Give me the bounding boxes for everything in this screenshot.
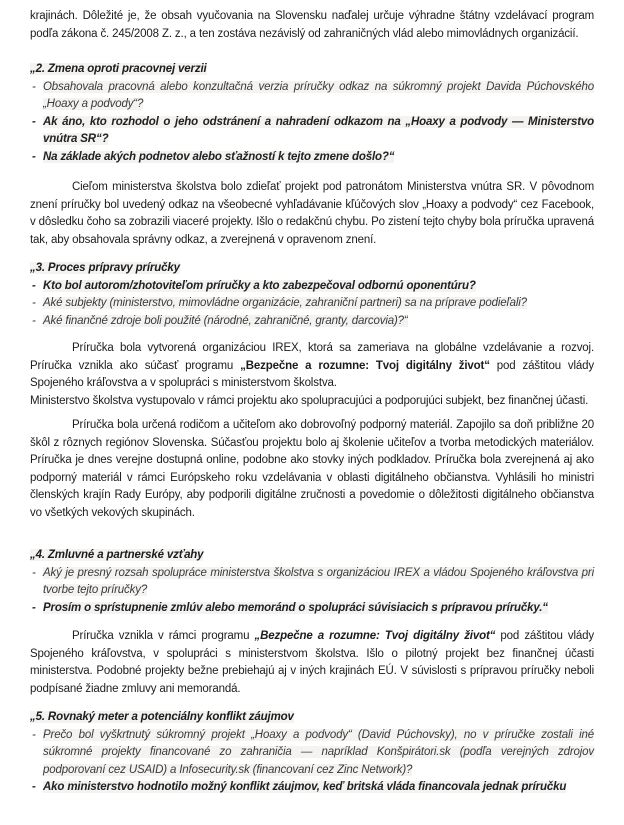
bullet-item <box>30 779 594 797</box>
bullet-text <box>43 297 527 309</box>
text-segment: Aký je presný rozsah spolupráce ministerstva školstva s organizáciou IREX a vládou Spojeného kráľovstva pri tvorbe tejto príručky? <box>43 566 594 596</box>
paragraph-spacer <box>30 410 594 417</box>
text-segment: „2. Zmena oproti pracovnej verzii <box>30 63 207 75</box>
bullet-text <box>43 315 408 327</box>
text-segment: Prečo bol vyškrtnutý súkromný projekt „Hoaxy a podvody“ (David Púchovsky), no v príručke zostali iné súkromné projekty financované zo zahraničia — napríklad Konšpirátori.sk (podľa verejných zdrojov podporovaní cez USAID) a Infosecurity.sk (financovaní cez Zinc Network)? <box>43 728 594 776</box>
bullet-item <box>30 149 594 167</box>
section-heading <box>30 547 594 565</box>
text-segment: „5. Rovnaký meter a potenciálny konflikt záujmov <box>30 711 294 723</box>
text-segment: Ministerstvo školstva vystupovalo v rámci projektu ako spolupracujúci a podporujúci subjekt, bez finančnej účasti. <box>30 394 589 407</box>
text-segment: Aké finančné zdroje boli použité (národné, zahraničné, granty, darcovia)?“ <box>43 314 408 327</box>
text-segment: Príručka bola určená rodičom a učiteľom ako dobrovoľný podporný materiál. Zapojilo sa doň približne 20 škôl z rôznych regiónov Slovenska. Súčasťou projektu bolo aj školenie učiteľov a tvorba metodických materiálov. Príručka je dnes verejne dostupná online, podobne ako stovky iných podkladov. Príručka bola zverejnená aj ako podporný materiál v rámci Európskeho roku vzdelávania v oblasti digitálneho občianstva. Vyhlásili ho ministri členských krajín Rady Európy, aby podporili digitálne zručnosti a povedomie o dôležitosti digitálneho občianstva vo všetkých vekových skupinách. <box>30 419 594 519</box>
paragraph-spacer <box>30 330 594 340</box>
paragraph-spacer <box>30 617 594 628</box>
text-segment: Cieľom ministerstva školstva bolo zdieľať projekt pod patronátom Ministerstva vnútra SR. V pôvodnom znení príručky bol uvedený odkaz na všeobecné vyhľadávanie kľúčových slov „Hoaxy a podvody“ cez Facebook, v dôsledku čoho sa zobrazili viaceré projekty. Išlo o redakčnú chybu. Po zistení tejto chyby bola príručka upravená tak, aby obsahovala správny odkaz, a zverejnená v opravenom znení. <box>30 181 594 246</box>
bullet-dash: - <box>32 115 36 128</box>
section-heading <box>30 61 594 79</box>
paragraph <box>30 628 594 698</box>
text-segment: „3. Proces prípravy príručky <box>30 262 180 274</box>
text-segment: Kto bol autorom/zhotoviteľom príručky a kto zabezpečoval odbornú oponentúru? <box>43 279 476 292</box>
text-segment: Príručka vznikla v rámci programu <box>72 630 255 642</box>
bullet-item <box>30 600 594 618</box>
paragraph <box>30 340 594 393</box>
paragraph <box>30 179 594 249</box>
bullet-text <box>43 81 594 111</box>
text-segment: „Bezpečne a rozumne: Tvoj digitálny život“ <box>254 630 496 642</box>
text-segment: Ako ministerstvo hodnotilo možný konflikt záujmov, keď britská vláda financovala jednak príručku <box>43 781 567 793</box>
text-segment: pod záštitou vlády Spojeného kráľovstva, v spolupráci s ministerstvom školstva. Išlo o pilotný projekt bez finančnej účasti ministerstva. Podobné projekty bežne prebiehajú aj v iných krajinách EÚ. V súvislosti s prípravou príručky neboli podpísané žiadne zmluvy ani memorandá. <box>30 630 595 695</box>
bullet-item <box>30 295 594 313</box>
paragraph-spacer <box>30 698 594 709</box>
bullet-text <box>43 567 594 597</box>
bullet-dash: - <box>32 781 36 793</box>
bullet-item <box>30 727 594 780</box>
paragraph-spacer <box>30 522 594 547</box>
bullet-text <box>43 116 594 146</box>
text-segment: Prosím o sprístupnenie zmlúv alebo memoránd o spolupráci súvisiacich s prípravou príručky.“ <box>43 601 548 614</box>
text-segment: Príručka bola vytvorená organizáciou IREX, ktorá sa zameriava na globálne vzdelávanie a rozvoj. Príručka vznikla ako súčasť programu <box>30 342 594 372</box>
bullet-item <box>30 313 594 331</box>
bullet-text <box>43 729 594 776</box>
bullet-dash: - <box>32 728 36 741</box>
bullet-item <box>30 565 594 600</box>
bullet-dash: - <box>32 279 36 292</box>
bullet-dash: - <box>32 601 36 614</box>
document-content <box>30 8 594 797</box>
text-segment: „Bezpečne a rozumne: Tvoj digitálny život“ <box>240 359 490 372</box>
paragraph <box>30 417 594 522</box>
text-segment: Na základe akých podnetov alebo sťažností k tejto zmene došlo?“ <box>43 150 395 163</box>
bullet-item <box>30 79 594 114</box>
text-segment: Aké subjekty (ministerstvo, mimovládne organizácie, zahraniční partneri) sa na príprave podieľali? <box>43 297 527 309</box>
paragraph-spacer <box>30 249 594 260</box>
bullet-dash: - <box>32 314 36 327</box>
text-segment: „4. Zmluvné a partnerské vzťahy <box>30 549 204 561</box>
bullet-text <box>43 602 548 614</box>
bullet-item <box>30 114 594 149</box>
section-heading <box>30 709 594 727</box>
text-segment: krajinách. Dôležité je, že obsah vyučovania na Slovensku naďalej určuje výhradne štátny vzdelávací program podľa zákona č. 245/2008 Z. z., a ten zostáva nezávislý od zahraničných vlád alebo mimovládnych organizácií. <box>30 10 594 40</box>
text-segment: Ak áno, kto rozhodol o jeho odstránení a nahradení odkazom na „Hoaxy a podvody — Ministerstvo vnútra SR“? <box>43 115 594 145</box>
paragraph-spacer <box>30 43 594 61</box>
paragraph <box>30 8 594 43</box>
section-heading <box>30 260 594 278</box>
bullet-text <box>43 280 476 292</box>
paragraph <box>30 393 594 411</box>
bullet-dash: - <box>32 297 36 309</box>
bullet-text <box>43 151 394 163</box>
bullet-dash: - <box>32 566 36 579</box>
paragraph-spacer <box>30 166 594 179</box>
text-segment: Obsahovala pracovná alebo konzultačná verzia príručky odkaz na súkromný projekt Davida Púchovského „Hoaxy a podvody“? <box>43 80 594 110</box>
text-segment: pod záštitou vlády Spojeného kráľovstva a v spolupráci s ministerstvom školstva. <box>30 359 595 389</box>
bullet-text <box>43 781 566 793</box>
bullet-dash: - <box>32 80 36 93</box>
bullet-dash: - <box>32 150 36 163</box>
bullet-item <box>30 278 594 296</box>
